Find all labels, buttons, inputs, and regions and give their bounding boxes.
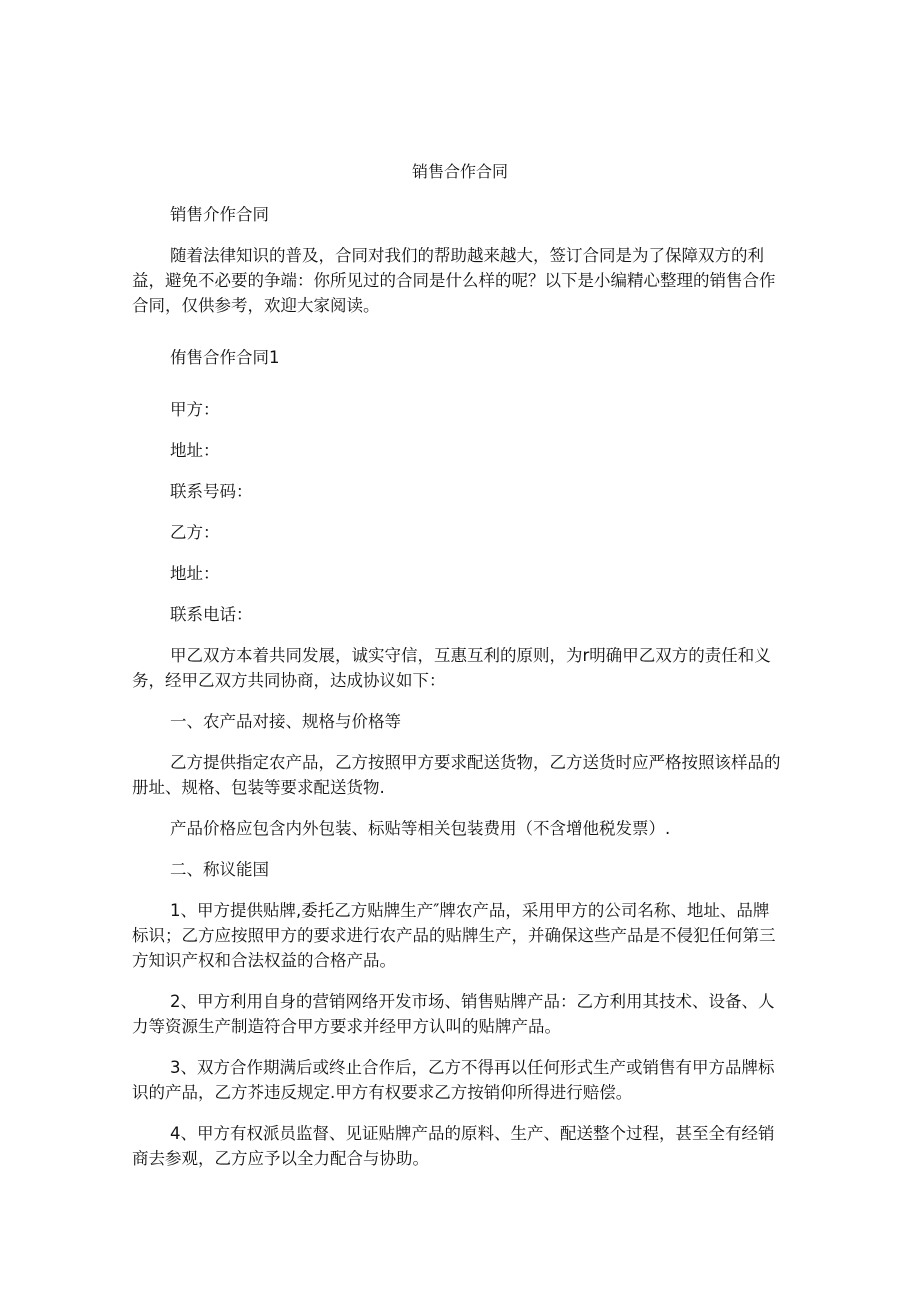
clause-paragraph: 乙方提供指定农产品，乙方按照甲方要求配送货物，乙方送货时应严格按照该样品的册址、规格、包装等要求配送货物. [132,753,781,797]
clause-paragraph: 产品价格应包含内外包装、标贴等相关包装费用（不含增他税发票）. [170,819,671,838]
numbered-clause: 2、甲方利用自身的营销网络开发市场、销售贴牌产品：乙方利用其技术、设备、人力等资源生产制造符合甲方要求并经甲方认叫的贴牌产品。 [132,992,775,1036]
clause-heading-two: 二、称议能国 [170,860,269,879]
document-title: 销售合作合同 [411,162,508,181]
numbered-clause: 4、甲方有权派员监督、见证贴牌产品的原料、生产、配送整个过程，甚至全有经销商去参观，乙方应予以全力配合与协助。 [132,1124,775,1168]
party-a-label: 甲方： [170,400,220,419]
party-a-phone-label: 联系号码： [170,482,253,501]
numbered-clause: 3、双方合作期满后或终止合作后，乙方不得再以任何形式生产或销售有甲方品牌标识的产品，乙方芥违反规定.甲方有权要求乙方按销仰所得进行赔偿。 [132,1058,775,1102]
subtitle: 销售介作合同 [170,205,269,224]
intro-paragraph: 随着法律知识的普及，合同对我们的帮助越来越大，签订合同是为了保障双方的利益，避免不必要的争端：你所见过的合同是什么样的呢？以下是小编精心整理的销售合作合同，仅供参考，欢迎大家阅读。 [132,246,776,315]
section-heading: 侑售合作合同1 [170,348,280,367]
party-b-phone-label: 联系电话： [170,605,253,624]
agreement-preamble: 甲乙双方本着共同发展，诚实守信，互惠互利的原则，为r明确甲乙双方的责任和义务，经甲乙双方共同协商，达成协议如下： [132,646,771,690]
party-b-label: 乙方： [170,523,220,542]
party-b-address-label: 地址： [170,564,220,583]
clause-heading-one: 一、农产品对接、规格与价格等 [170,712,401,731]
numbered-clause: 1、甲方提供贴牌,委托乙方贴牌生产″牌农产品，采用甲方的公司名称、地址、品牌标识；乙方应按照甲方的要求进行农产品的贴牌生产，并确保这些产品是不侵犯任何第三方知识产权和合法权益的合格产品。 [132,901,776,970]
party-a-address-label: 地址： [170,441,220,460]
